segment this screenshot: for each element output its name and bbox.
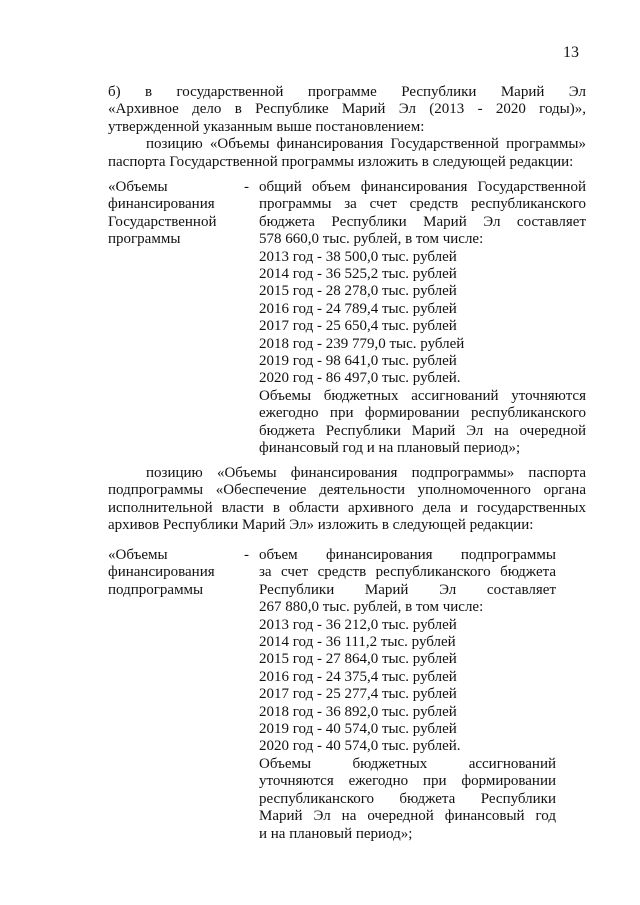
label-line: Государственной xyxy=(108,213,217,230)
page-number: 13 xyxy=(563,44,579,61)
label-line: программы xyxy=(108,231,181,248)
mid-line: архивов Республики Марий Эл» изложить в следующей редакции: xyxy=(108,517,534,534)
text-line: программы за счет средств республиканского xyxy=(259,196,586,213)
intro-line: утвержденной указанным выше постановлением: xyxy=(108,118,425,135)
text-line: ежегодно при формировании республиканского xyxy=(259,405,586,422)
dash: - xyxy=(244,547,249,563)
year-line: 2018 год - 36 892,0 тыс. рублей xyxy=(259,703,457,720)
text-line: финансовый год и на плановый период»; xyxy=(259,440,521,457)
year-line: 2013 год - 36 212,0 тыс. рублей xyxy=(259,616,457,633)
year-line: 2017 год - 25 650,4 тыс. рублей xyxy=(259,318,457,335)
text-line: объем финансирования подпрограммы xyxy=(259,547,556,563)
block-label xyxy=(108,547,228,599)
year-line: 2013 год - 38 500,0 тыс. рублей xyxy=(259,248,457,265)
year-line: 2020 год - 86 497,0 тыс. рублей. xyxy=(259,370,461,387)
text-line: и на плановый период»; xyxy=(259,825,413,842)
text-line: 267 880,0 тыс. рублей, в том числе: xyxy=(259,599,484,616)
text-line: Марий Эл на очередной финансовый год xyxy=(259,808,556,825)
mid-line: позицию «Объемы финансирования подпрограммы» паспорта xyxy=(146,465,586,481)
text-line: за счет средств республиканского бюджета xyxy=(259,564,556,581)
text-line: республиканского бюджета Республики xyxy=(259,790,556,807)
intro-line: «Архивное дело в Республике Марий Эл (2013 - 2020 годы)», xyxy=(108,101,586,118)
label-line: «Объемы xyxy=(108,547,168,563)
text-line: общий объем финансирования Государственной xyxy=(259,179,586,195)
intro-paragraph xyxy=(108,84,586,171)
text-line: Объемы бюджетных ассигнований xyxy=(259,755,556,772)
year-line: 2017 год - 25 277,4 тыс. рублей xyxy=(259,686,457,703)
block-text xyxy=(259,547,556,843)
dash: - xyxy=(244,179,249,195)
intro-line: паспорта Государственной программы изложить в следующей редакции: xyxy=(108,153,574,170)
mid-paragraph xyxy=(108,465,586,535)
text-line: уточняются ежегодно при формировании xyxy=(259,773,556,790)
year-line: 2016 год - 24 375,4 тыс. рублей xyxy=(259,668,457,685)
year-line: 2018 год - 239 779,0 тыс. рублей xyxy=(259,335,465,352)
year-line: 2014 год - 36 111,2 тыс. рублей xyxy=(259,634,456,651)
label-line: финансирования xyxy=(108,564,215,581)
intro-line: позицию «Объемы финансирования Государственной программы» xyxy=(146,136,586,153)
year-line: 2015 год - 27 864,0 тыс. рублей xyxy=(259,651,457,668)
text-line: Республики Марий Эл составляет xyxy=(259,581,556,598)
intro-line: б) в государственной программе Республики Марий Эл xyxy=(108,84,586,100)
year-line: 2015 год - 28 278,0 тыс. рублей xyxy=(259,283,457,300)
text-line: Объемы бюджетных ассигнований уточняются xyxy=(259,387,586,404)
year-line: 2014 год - 36 525,2 тыс. рублей xyxy=(259,266,457,283)
mid-line: исполнительной власти в области архивного дела и государственных xyxy=(108,499,586,516)
year-line: 2019 год - 40 574,0 тыс. рублей xyxy=(259,721,457,738)
label-line: подпрограммы xyxy=(108,581,204,598)
block-text xyxy=(259,179,586,458)
text-line: бюджета Республики Марий Эл на очередной xyxy=(259,422,586,439)
block-label xyxy=(108,179,228,249)
text-line: 578 660,0 тыс. рублей, в том числе: xyxy=(259,231,484,248)
label-line: финансирования xyxy=(108,196,215,213)
year-line: 2019 год - 98 641,0 тыс. рублей xyxy=(259,353,457,370)
year-line: 2016 год - 24 789,4 тыс. рублей xyxy=(259,300,457,317)
year-line: 2020 год - 40 574,0 тыс. рублей. xyxy=(259,738,461,755)
text-line: бюджета Республики Марий Эл составляет xyxy=(259,213,586,230)
mid-line: подпрограммы «Обеспечение деятельности уполномоченного органа xyxy=(108,482,586,499)
label-line: «Объемы xyxy=(108,179,168,195)
